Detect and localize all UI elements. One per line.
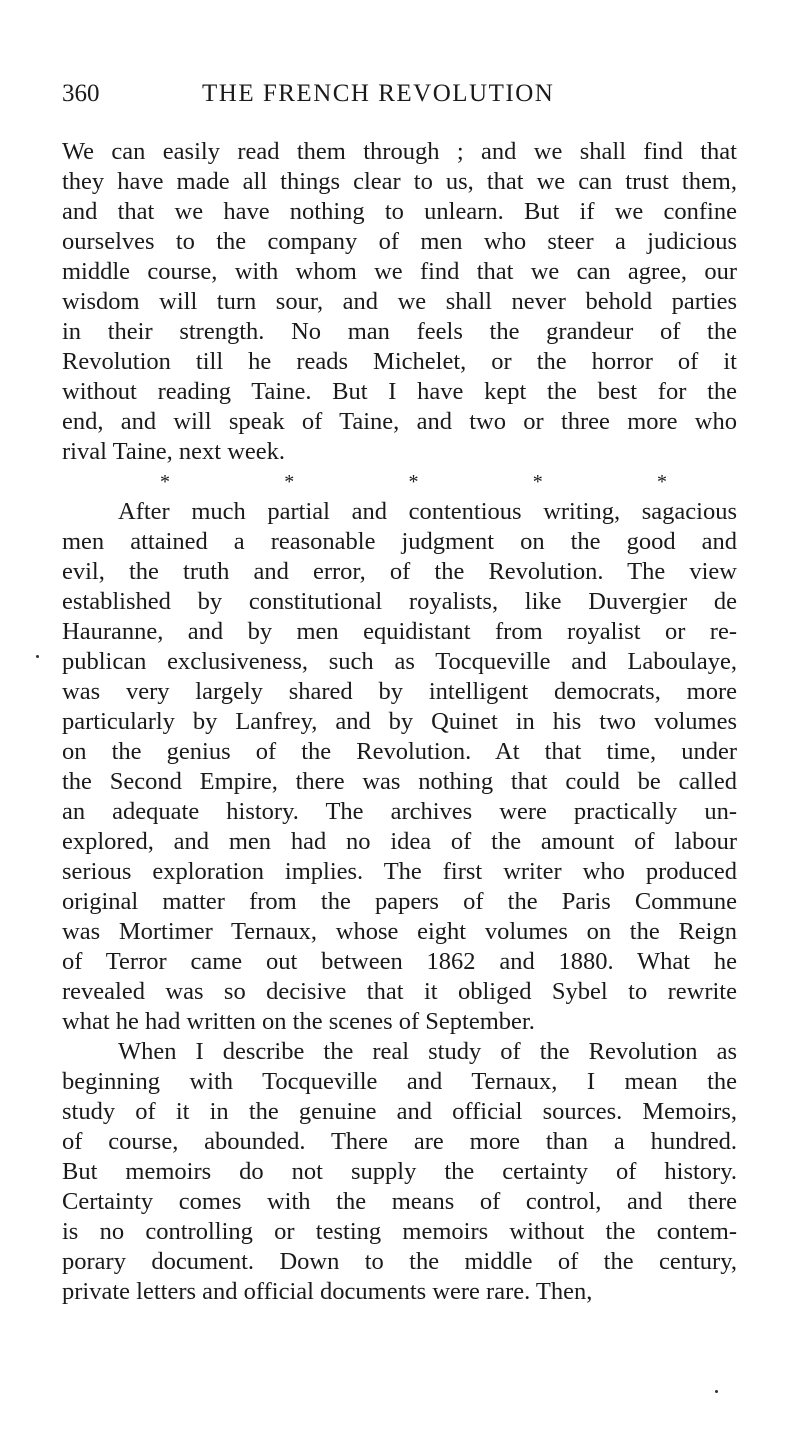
text-line: rival Taine, next week.: [62, 438, 286, 465]
text-line: an adequate history. The archives were practically un-: [62, 798, 737, 825]
text-line: wisdom will turn sour, and we shall never behold parties: [62, 288, 737, 315]
text-line: is no controlling or testing memoirs without the contem-: [62, 1218, 737, 1245]
text-line: When I describe the real study of the Revolution as: [118, 1038, 737, 1065]
asterisk: *: [532, 471, 543, 493]
text-line: But memoirs do not supply the certainty of history.: [62, 1158, 737, 1185]
text-line: serious exploration implies. The first writer who produced: [62, 858, 737, 885]
paragraph: [62, 1037, 737, 1307]
text-line: established by constitutional royalists, like Duvergier de: [62, 588, 737, 615]
text-line: Revolution till he reads Michelet, or the horror of it: [62, 348, 737, 375]
text-line: porary document. Down to the middle of the century,: [62, 1248, 737, 1275]
text-line: what he had written on the scenes of September.: [62, 1008, 535, 1035]
text-line: in their strength. No man feels the grandeur of the: [62, 318, 737, 345]
text-line: of course, abounded. There are more than a hundred.: [62, 1128, 737, 1155]
text-line: they have made all things clear to us, that we can trust them,: [62, 168, 737, 195]
text-line: the Second Empire, there was nothing that could be called: [62, 768, 737, 795]
text-line: was very largely shared by intelligent democrats, more: [62, 678, 737, 705]
scan-speck: [36, 655, 39, 658]
text-line: publican exclusiveness, such as Tocqueville and Laboulaye,: [62, 648, 737, 675]
text-line: and that we have nothing to unlearn. But if we confine: [62, 198, 737, 225]
text-line: Certainty comes with the means of control, and there: [62, 1188, 737, 1215]
asterisk: *: [284, 471, 295, 493]
scan-speck: [715, 1390, 718, 1393]
text-line: original matter from the papers of the Paris Commune: [62, 888, 737, 915]
text-line: We can easily read them through ; and we shall find that: [62, 138, 737, 165]
running-title: THE FRENCH REVOLUTION: [202, 80, 555, 107]
asterisk: *: [408, 471, 419, 493]
text-line: of Terror came out between 1862 and 1880. What he: [62, 948, 737, 975]
text-line: middle course, with whom we find that we can agree, our: [62, 258, 737, 285]
text-line: men attained a reasonable judgment on the good and: [62, 528, 737, 555]
page-body: [62, 137, 737, 1307]
asterisk: *: [160, 471, 170, 493]
text-line: end, and will speak of Taine, and two or three more who: [62, 408, 737, 435]
text-line: private letters and official documents were rare. Then,: [62, 1278, 593, 1305]
paragraph: [62, 497, 737, 1037]
paragraph: [62, 137, 737, 467]
text-line: explored, and men had no idea of the amount of labour: [62, 828, 737, 855]
text-line: evil, the truth and error, of the Revolution. The view: [62, 558, 737, 585]
section-break: [62, 467, 737, 497]
asterisk: *: [657, 471, 667, 493]
running-header: [62, 80, 742, 114]
text-line: without reading Taine. But I have kept the best for the: [62, 378, 737, 405]
text-line: Hauranne, and by men equidistant from royalist or re-: [62, 618, 737, 645]
text-line: on the genius of the Revolution. At that time, under: [62, 738, 737, 765]
text-line: revealed was so decisive that it obliged Sybel to rewrite: [62, 978, 737, 1005]
text-line: was Mortimer Ternaux, whose eight volumes on the Reign: [62, 918, 737, 945]
text-line: ourselves to the company of men who steer a judicious: [62, 228, 737, 255]
page-number: 360: [62, 80, 100, 107]
text-line: particularly by Lanfrey, and by Quinet in his two volumes: [62, 708, 737, 735]
text-line: After much partial and contentious writing, sagacious: [118, 498, 737, 525]
text-line: study of it in the genuine and official sources. Memoirs,: [62, 1098, 737, 1125]
text-line: beginning with Tocqueville and Ternaux, I mean the: [62, 1068, 737, 1095]
